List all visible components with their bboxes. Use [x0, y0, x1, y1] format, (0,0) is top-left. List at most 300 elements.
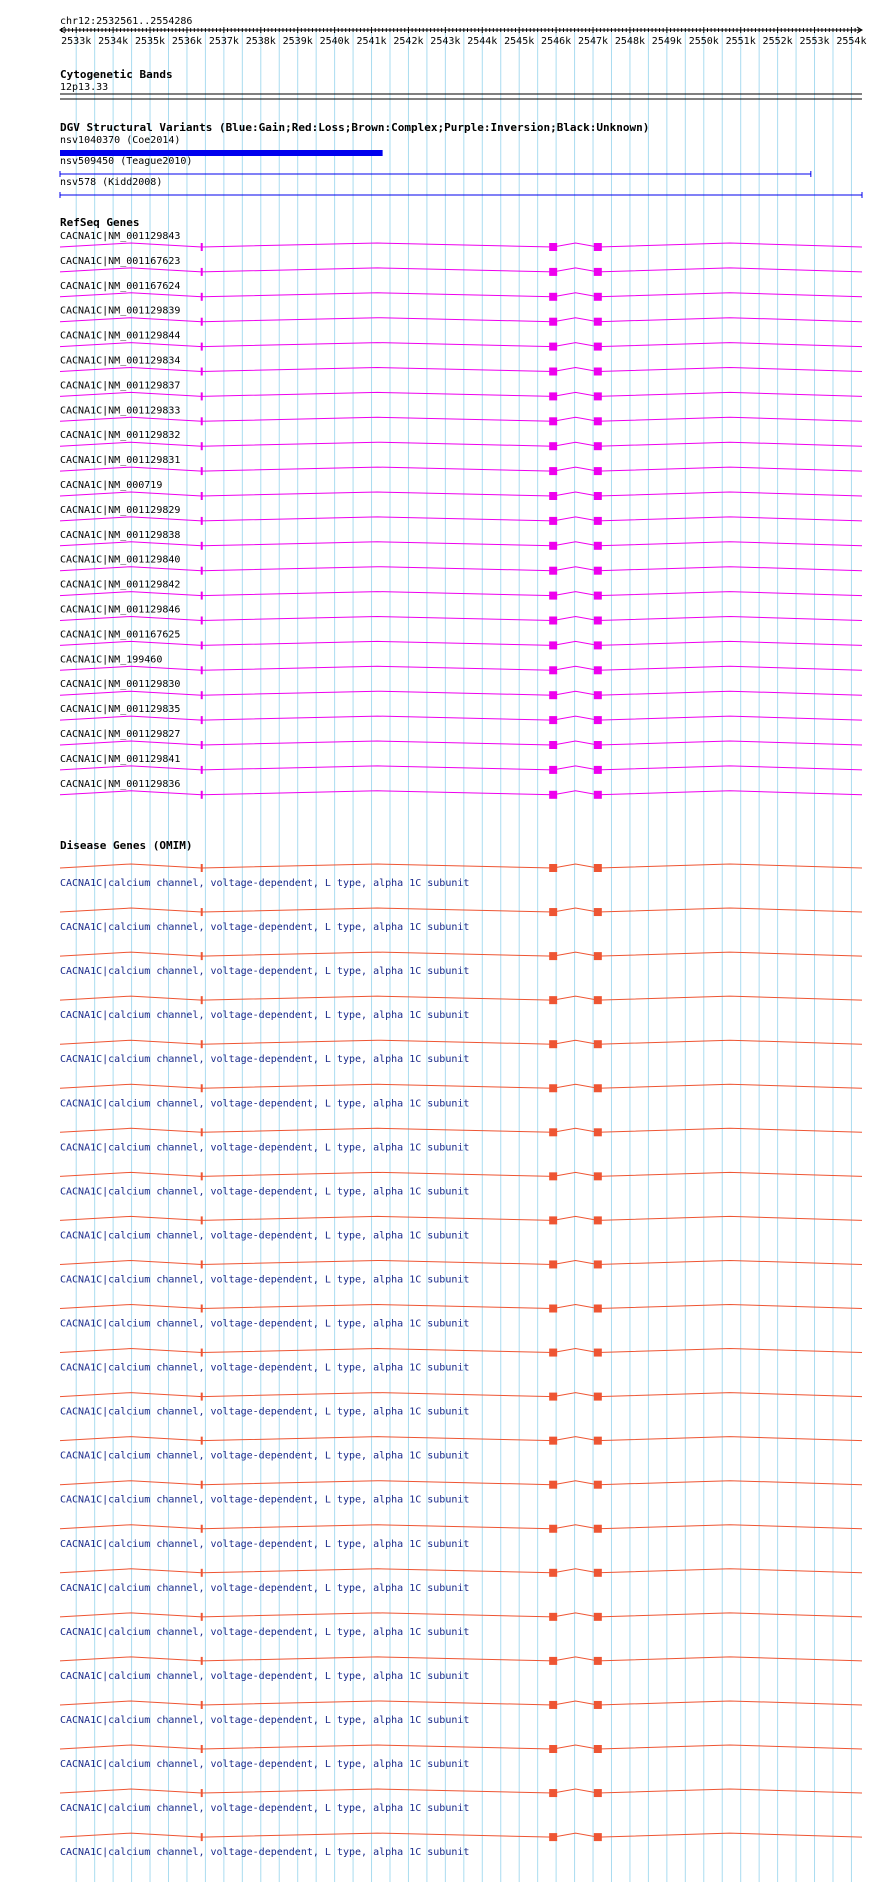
gene-exon — [594, 666, 602, 674]
gene-exon — [549, 1437, 557, 1445]
refseq-transcript[interactable] — [60, 580, 862, 600]
dgv-variant-label: nsv578 (Kidd2008) — [60, 177, 163, 188]
gene-exon — [549, 442, 557, 450]
gene-exon — [201, 996, 203, 1004]
refseq-transcript-label: CACNA1C|NM_001129829 — [60, 504, 181, 516]
refseq-transcript[interactable] — [60, 605, 862, 625]
gene-exon — [594, 1789, 602, 1797]
gene-intron-line — [60, 666, 862, 670]
region-label: chr12:2532561..2554286 — [60, 16, 193, 27]
omim-gene[interactable] — [60, 1481, 862, 1506]
omim-gene-label: CACNA1C|calcium channel, voltage-dependent, L type, alpha 1C subunit — [60, 1142, 470, 1154]
refseq-transcript[interactable] — [60, 430, 862, 450]
refseq-transcript[interactable] — [60, 256, 862, 276]
refseq-transcript-label: CACNA1C|NM_001167625 — [60, 629, 181, 641]
gene-exon — [549, 1305, 557, 1313]
gene-exon — [201, 1040, 203, 1048]
gene-exon — [594, 1216, 602, 1224]
omim-gene-label: CACNA1C|calcium channel, voltage-dependent, L type, alpha 1C subunit — [60, 1318, 470, 1330]
gene-exon — [201, 592, 203, 600]
gene-exon — [594, 996, 602, 1004]
gene-exon — [549, 1833, 557, 1841]
gene-intron-line — [60, 293, 862, 297]
refseq-transcript[interactable] — [60, 679, 862, 699]
gene-exon — [549, 996, 557, 1004]
ruler-tick-label: 2553k — [799, 36, 830, 47]
omim-gene[interactable] — [60, 1569, 862, 1594]
omim-gene[interactable] — [60, 1745, 862, 1770]
ruler-tick-label: 2539k — [282, 36, 313, 47]
ruler-tick-label: 2554k — [836, 36, 867, 47]
gene-exon — [201, 641, 203, 649]
refseq-transcript-label: CACNA1C|NM_001129840 — [60, 554, 181, 566]
gene-exon — [594, 293, 602, 301]
omim-gene-label: CACNA1C|calcium channel, voltage-dependent, L type, alpha 1C subunit — [60, 1847, 470, 1859]
ruler-tick-label: 2547k — [577, 36, 609, 47]
omim-gene-label: CACNA1C|calcium channel, voltage-dependent, L type, alpha 1C subunit — [60, 1450, 470, 1462]
gene-exon — [594, 1745, 602, 1753]
gene-exon — [201, 492, 203, 500]
gene-exon — [594, 952, 602, 960]
refseq-transcript[interactable] — [60, 779, 862, 799]
refseq-transcript[interactable] — [60, 555, 862, 575]
gene-exon — [549, 243, 557, 251]
refseq-transcript[interactable] — [60, 331, 862, 351]
omim-gene-label: CACNA1C|calcium channel, voltage-dependent, L type, alpha 1C subunit — [60, 1186, 470, 1198]
gene-exon — [594, 791, 602, 799]
gene-exon — [549, 318, 557, 326]
refseq-transcript[interactable] — [60, 729, 862, 749]
gene-intron-line — [60, 1657, 862, 1661]
gene-intron-line — [60, 766, 862, 770]
gene-intron-line — [60, 1349, 862, 1353]
gene-exon — [201, 368, 203, 376]
gene-exon — [549, 517, 557, 525]
gene-intron-line — [60, 908, 862, 912]
omim-gene[interactable] — [60, 1128, 862, 1153]
grid-lines — [76, 28, 851, 1882]
gene-exon — [201, 1216, 203, 1224]
gene-exon — [594, 1525, 602, 1533]
dgv-variant[interactable] — [60, 177, 862, 198]
gene-exon — [201, 1128, 203, 1136]
dgv-title: DGV Structural Variants (Blue:Gain;Red:Loss;Brown:Complex;Purple:Inversion;Black:Unknown) — [60, 121, 650, 134]
ruler-tick-label: 2545k — [504, 36, 535, 47]
gene-exon — [549, 864, 557, 872]
gene-exon — [201, 908, 203, 916]
gene-exon — [201, 691, 203, 699]
omim-gene[interactable] — [60, 952, 862, 977]
ruler-tick-label: 2535k — [134, 36, 166, 47]
gene-exon — [201, 952, 203, 960]
gene-exon — [549, 1216, 557, 1224]
gene-exon — [201, 417, 203, 425]
gene-intron-line — [60, 864, 862, 868]
omim-gene-label: CACNA1C|calcium channel, voltage-dependent, L type, alpha 1C subunit — [60, 1803, 470, 1815]
gene-exon — [549, 716, 557, 724]
gene-exon — [594, 442, 602, 450]
refseq-transcript-label: CACNA1C|NM_001129841 — [60, 753, 181, 765]
gene-intron-line — [60, 343, 862, 347]
omim-gene[interactable] — [60, 1216, 862, 1241]
gene-exon — [549, 908, 557, 916]
omim-gene[interactable] — [60, 1789, 862, 1814]
omim-gene-label: CACNA1C|calcium channel, voltage-dependent, L type, alpha 1C subunit — [60, 1010, 470, 1022]
gene-exon — [549, 1040, 557, 1048]
omim-gene-label: CACNA1C|calcium channel, voltage-dependent, L type, alpha 1C subunit — [60, 1714, 470, 1726]
omim-gene[interactable] — [60, 1305, 862, 1330]
gene-exon — [549, 1084, 557, 1092]
gene-exon — [594, 1657, 602, 1665]
omim-gene[interactable] — [60, 1525, 862, 1550]
refseq-transcript[interactable] — [60, 405, 862, 425]
omim-gene[interactable] — [60, 1084, 862, 1109]
gene-intron-line — [60, 791, 862, 795]
gene-intron-line — [60, 1833, 862, 1837]
omim-gene-label: CACNA1C|calcium channel, voltage-dependent, L type, alpha 1C subunit — [60, 1582, 470, 1594]
gene-exon — [201, 766, 203, 774]
gene-intron-line — [60, 492, 862, 496]
gene-exon — [201, 1084, 203, 1092]
gene-exon — [201, 467, 203, 475]
omim-gene-label: CACNA1C|calcium channel, voltage-dependent, L type, alpha 1C subunit — [60, 1098, 470, 1110]
gene-exon — [594, 343, 602, 351]
gene-exon — [549, 417, 557, 425]
gene-intron-line — [60, 1525, 862, 1529]
gene-exon — [594, 1437, 602, 1445]
ruler-tick-label: 2546k — [541, 36, 572, 47]
gene-exon — [594, 318, 602, 326]
gene-intron-line — [60, 1613, 862, 1617]
omim-gene-label: CACNA1C|calcium channel, voltage-dependent, L type, alpha 1C subunit — [60, 1538, 470, 1550]
gene-exon — [201, 1745, 203, 1753]
gene-intron-line — [60, 1437, 862, 1441]
gene-exon — [594, 908, 602, 916]
gene-exon — [201, 318, 203, 326]
refseq-track — [60, 231, 862, 799]
omim-gene-label: CACNA1C|calcium channel, voltage-dependent, L type, alpha 1C subunit — [60, 1274, 470, 1286]
gene-exon — [594, 1084, 602, 1092]
refseq-transcript-label: CACNA1C|NM_001129846 — [60, 604, 181, 616]
gene-exon — [594, 567, 602, 575]
gene-intron-line — [60, 1569, 862, 1573]
omim-gene-label: CACNA1C|calcium channel, voltage-dependent, L type, alpha 1C subunit — [60, 1230, 470, 1242]
gene-exon — [201, 567, 203, 575]
cytobands-title: Cytogenetic Bands — [60, 68, 173, 81]
refseq-transcript-label: CACNA1C|NM_001129827 — [60, 729, 181, 740]
gene-exon — [594, 1833, 602, 1841]
gene-exon — [549, 293, 557, 301]
gene-exon — [201, 1349, 203, 1357]
gene-exon — [201, 1481, 203, 1489]
gene-intron-line — [60, 567, 862, 571]
omim-gene[interactable] — [60, 1172, 862, 1197]
gene-exon — [201, 1305, 203, 1313]
omim-gene-label: CACNA1C|calcium channel, voltage-dependent, L type, alpha 1C subunit — [60, 966, 470, 978]
gene-exon — [594, 1305, 602, 1313]
omim-gene[interactable] — [60, 1437, 862, 1462]
refseq-transcript-label: CACNA1C|NM_001167623 — [60, 255, 181, 267]
ruler-tick-label: 2538k — [245, 36, 276, 47]
gene-exon — [549, 1128, 557, 1136]
gene-exon — [549, 1569, 557, 1577]
refseq-transcript-label: CACNA1C|NM_001129837 — [60, 380, 181, 392]
gene-exon — [594, 617, 602, 625]
refseq-transcript[interactable] — [60, 281, 862, 301]
dgv-variant[interactable] — [60, 156, 811, 177]
gene-exon — [201, 1613, 203, 1621]
refseq-transcript-label: CACNA1C|NM_001167624 — [60, 280, 181, 292]
refseq-transcript-label: CACNA1C|NM_001129842 — [60, 579, 181, 591]
gene-exon — [549, 1657, 557, 1665]
gene-exon — [549, 791, 557, 799]
gene-intron-line — [60, 1084, 862, 1088]
ruler-tick-label: 2541k — [356, 36, 387, 47]
dgv-variant-label: nsv509450 (Teague2010) — [60, 156, 193, 167]
ruler-tick-label: 2544k — [467, 36, 498, 47]
refseq-transcript-label: CACNA1C|NM_001129834 — [60, 355, 181, 367]
gene-exon — [201, 1525, 203, 1533]
gene-exon — [201, 1569, 203, 1577]
omim-gene[interactable] — [60, 1833, 862, 1858]
gene-exon — [594, 641, 602, 649]
gene-exon — [201, 1657, 203, 1665]
refseq-transcript-label: CACNA1C|NM_001129838 — [60, 529, 181, 541]
omim-gene-label: CACNA1C|calcium channel, voltage-dependent, L type, alpha 1C subunit — [60, 1406, 470, 1418]
gene-exon — [549, 1393, 557, 1401]
gene-exon — [549, 592, 557, 600]
ruler-tick-label: 2552k — [762, 36, 793, 47]
gene-exon — [201, 1789, 203, 1797]
gene-exon — [549, 1701, 557, 1709]
omim-gene-label: CACNA1C|calcium channel, voltage-dependent, L type, alpha 1C subunit — [60, 1362, 470, 1374]
gene-exon — [549, 1260, 557, 1268]
gene-exon — [201, 442, 203, 450]
ruler-tick-label: 2534k — [98, 36, 129, 47]
gene-exon — [201, 666, 203, 674]
ruler-tick-label: 2549k — [651, 36, 682, 47]
gene-exon — [594, 1393, 602, 1401]
refseq-transcript-label: CACNA1C|NM_001129830 — [60, 679, 181, 691]
gene-exon — [594, 741, 602, 749]
gene-intron-line — [60, 691, 862, 695]
ruler-tick-label: 2536k — [171, 36, 203, 47]
refseq-transcript-label: CACNA1C|NM_001129843 — [60, 231, 181, 242]
omim-gene[interactable] — [60, 1040, 862, 1065]
ruler-tick-label: 2533k — [61, 36, 92, 47]
ruler-tick-label: 2551k — [725, 36, 756, 47]
omim-gene-label: CACNA1C|calcium channel, voltage-dependent, L type, alpha 1C subunit — [60, 1759, 470, 1770]
refseq-transcript-label: CACNA1C|NM_001129832 — [60, 430, 181, 442]
gene-intron-line — [60, 318, 862, 322]
gene-exon — [201, 716, 203, 724]
gene-exon — [201, 1701, 203, 1709]
gene-exon — [549, 268, 557, 276]
gene-intron-line — [60, 268, 862, 272]
gene-exon — [201, 741, 203, 749]
gene-exon — [594, 716, 602, 724]
omim-gene-label: CACNA1C|calcium channel, voltage-dependent, L type, alpha 1C subunit — [60, 1494, 470, 1506]
gene-intron-line — [60, 517, 862, 521]
gene-intron-line — [60, 617, 862, 621]
gene-exon — [549, 542, 557, 550]
gene-exon — [594, 268, 602, 276]
gene-exon — [201, 268, 203, 276]
gene-exon — [201, 343, 203, 351]
gene-intron-line — [60, 1305, 862, 1309]
gene-intron-line — [60, 417, 862, 421]
gene-intron-line — [60, 716, 862, 720]
gene-exon — [201, 392, 203, 400]
gene-intron-line — [60, 1393, 862, 1397]
omim-gene[interactable] — [60, 908, 862, 933]
refseq-transcript[interactable] — [60, 306, 862, 326]
refseq-transcript-label: CACNA1C|NM_000719 — [60, 480, 163, 491]
refseq-title: RefSeq Genes — [60, 216, 140, 229]
gene-intron-line — [60, 1040, 862, 1044]
gene-intron-line — [60, 1745, 862, 1749]
omim-gene-label: CACNA1C|calcium channel, voltage-dependent, L type, alpha 1C subunit — [60, 878, 470, 889]
gene-exon — [594, 368, 602, 376]
gene-exon — [594, 417, 602, 425]
omim-gene[interactable] — [60, 864, 862, 889]
gene-exon — [549, 641, 557, 649]
gene-intron-line — [60, 1216, 862, 1220]
gene-exon — [201, 293, 203, 301]
refseq-transcript[interactable] — [60, 654, 862, 674]
gene-exon — [549, 343, 557, 351]
dgv-variant-label: nsv1040370 (Coe2014) — [60, 135, 181, 146]
gene-exon — [594, 542, 602, 550]
omim-gene[interactable] — [60, 1349, 862, 1374]
ruler-tick-label: 2543k — [430, 36, 461, 47]
gene-exon — [594, 1481, 602, 1489]
gene-exon — [549, 952, 557, 960]
gene-intron-line — [60, 741, 862, 745]
omim-gene-label: CACNA1C|calcium channel, voltage-dependent, L type, alpha 1C subunit — [60, 1054, 470, 1066]
gene-exon — [594, 592, 602, 600]
gene-exon — [549, 691, 557, 699]
gene-exon — [201, 542, 203, 550]
refseq-transcript-label: CACNA1C|NM_001129839 — [60, 305, 181, 317]
refseq-transcript[interactable] — [60, 505, 862, 525]
gene-exon — [549, 617, 557, 625]
gene-exon — [594, 1128, 602, 1136]
gene-intron-line — [60, 1481, 862, 1485]
gene-exon — [549, 1525, 557, 1533]
gene-intron-line — [60, 392, 862, 396]
omim-gene[interactable] — [60, 996, 862, 1021]
omim-gene[interactable] — [60, 1657, 862, 1682]
gene-intron-line — [60, 442, 862, 446]
ruler-tick-label: 2540k — [319, 36, 350, 47]
omim-gene[interactable] — [60, 1701, 862, 1726]
gene-exon — [549, 741, 557, 749]
refseq-transcript[interactable] — [60, 455, 862, 475]
gene-exon — [201, 1260, 203, 1268]
gene-exon — [549, 1172, 557, 1180]
gene-exon — [201, 243, 203, 251]
gene-intron-line — [60, 243, 862, 247]
gene-intron-line — [60, 1172, 862, 1176]
gene-exon — [201, 1437, 203, 1445]
gene-intron-line — [60, 1701, 862, 1705]
omim-gene-label: CACNA1C|calcium channel, voltage-dependent, L type, alpha 1C subunit — [60, 1626, 470, 1638]
cytoband-label: 12p13.33 — [60, 82, 109, 93]
gene-exon — [594, 691, 602, 699]
refseq-transcript[interactable] — [60, 231, 862, 251]
gene-exon — [549, 567, 557, 575]
omim-gene-label: CACNA1C|calcium channel, voltage-dependent, L type, alpha 1C subunit — [60, 922, 470, 934]
ruler-tick-label: 2542k — [393, 36, 424, 47]
gene-intron-line — [60, 467, 862, 471]
gene-exon — [594, 864, 602, 872]
gene-exon — [549, 766, 557, 774]
gene-exon — [201, 1172, 203, 1180]
gene-intron-line — [60, 1128, 862, 1132]
gene-exon — [549, 467, 557, 475]
refseq-transcript-label: CACNA1C|NM_001129844 — [60, 330, 181, 342]
omim-title: Disease Genes (OMIM) — [60, 839, 193, 852]
refseq-transcript[interactable] — [60, 356, 862, 376]
refseq-transcript-label: CACNA1C|NM_001129836 — [60, 778, 181, 790]
gene-exon — [549, 1349, 557, 1357]
gene-exon — [201, 1393, 203, 1401]
gene-exon — [594, 1260, 602, 1268]
gene-exon — [549, 1789, 557, 1797]
gene-intron-line — [60, 1789, 862, 1793]
omim-gene[interactable] — [60, 1393, 862, 1418]
refseq-transcript[interactable] — [60, 480, 862, 500]
omim-gene[interactable] — [60, 1260, 862, 1285]
ruler-tick-label: 2548k — [614, 36, 646, 47]
gene-exon — [201, 517, 203, 525]
ruler[interactable] — [60, 27, 866, 47]
gene-intron-line — [60, 542, 862, 546]
gene-exon — [594, 517, 602, 525]
refseq-transcript[interactable] — [60, 629, 862, 649]
gene-exon — [594, 1569, 602, 1577]
gene-exon — [594, 1701, 602, 1709]
refseq-transcript[interactable] — [60, 754, 862, 774]
gene-exon — [549, 492, 557, 500]
refseq-transcript[interactable] — [60, 530, 862, 550]
dgv-track — [60, 135, 862, 198]
gene-intron-line — [60, 368, 862, 372]
gene-exon — [594, 467, 602, 475]
refseq-transcript[interactable] — [60, 704, 862, 724]
gene-exon — [201, 1833, 203, 1841]
gene-exon — [549, 1613, 557, 1621]
omim-track — [60, 864, 862, 1858]
gene-exon — [594, 1349, 602, 1357]
ruler-tick-label: 2550k — [688, 36, 719, 47]
gene-exon — [549, 666, 557, 674]
gene-intron-line — [60, 952, 862, 956]
gene-exon — [594, 1613, 602, 1621]
refseq-transcript-label: CACNA1C|NM_001129833 — [60, 405, 181, 417]
gene-intron-line — [60, 641, 862, 645]
refseq-transcript[interactable] — [60, 380, 862, 400]
gene-exon — [594, 1040, 602, 1048]
gene-exon — [549, 1481, 557, 1489]
gene-exon — [201, 791, 203, 799]
gene-exon — [201, 864, 203, 872]
gene-exon — [594, 766, 602, 774]
gene-exon — [549, 1745, 557, 1753]
refseq-transcript-label: CACNA1C|NM_199460 — [60, 654, 163, 666]
omim-gene[interactable] — [60, 1613, 862, 1638]
